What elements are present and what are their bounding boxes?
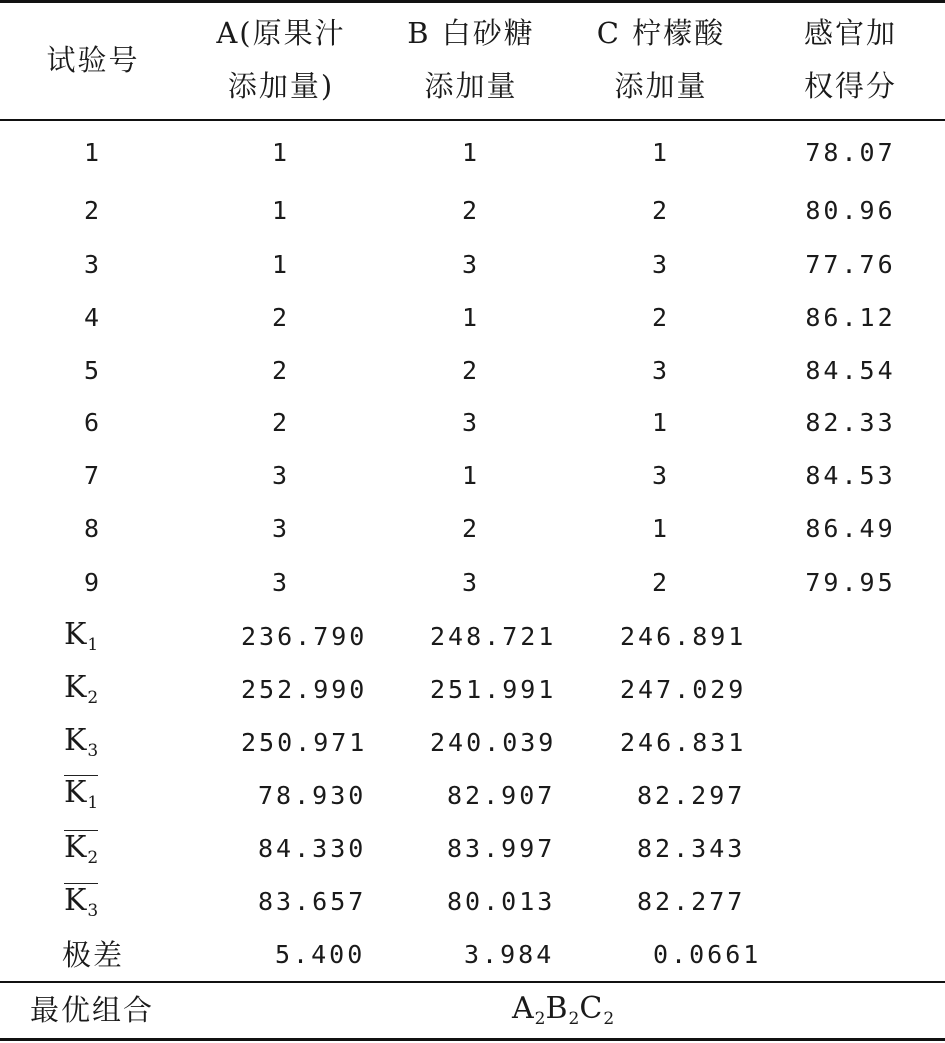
k-mean-factor-a: 84.330 xyxy=(258,834,367,863)
cell-score: 82.33 xyxy=(805,408,896,437)
header-factor-b-line1: B 白砂糖 xyxy=(407,16,535,50)
header-score-line1: 感官加 xyxy=(803,16,897,50)
cell-trial-no: 8 xyxy=(83,514,103,543)
table-top-rule xyxy=(0,0,945,3)
cell-trial-no: 6 xyxy=(83,408,103,437)
cell-score: 86.12 xyxy=(805,303,896,332)
cell-factor-a: 1 xyxy=(271,138,291,167)
k-mean-factor-a: 83.657 xyxy=(258,887,367,916)
cell-factor-c: 1 xyxy=(651,514,671,543)
cell-factor-c: 3 xyxy=(651,250,671,279)
optimal-label: 最优组合 xyxy=(30,993,155,1027)
cell-trial-no: 9 xyxy=(83,568,103,597)
cell-score: 84.53 xyxy=(805,461,896,490)
cell-factor-b: 3 xyxy=(461,250,481,279)
header-factor-b-line2: 添加量 xyxy=(424,69,518,103)
cell-factor-c: 2 xyxy=(651,568,671,597)
cell-factor-c: 3 xyxy=(651,356,671,385)
cell-score: 84.54 xyxy=(805,356,896,385)
cell-factor-b: 3 xyxy=(461,568,481,597)
k-sum-factor-c: 246.831 xyxy=(620,728,747,757)
cell-factor-c: 2 xyxy=(651,303,671,332)
cell-score: 79.95 xyxy=(805,568,896,597)
cell-factor-c: 1 xyxy=(651,138,671,167)
k-mean-label: $K_2$ xyxy=(64,830,99,868)
cell-factor-a: 2 xyxy=(271,408,291,437)
cell-factor-a: 1 xyxy=(271,250,291,279)
cell-factor-a: 3 xyxy=(271,568,291,597)
k-mean-factor-c: 82.277 xyxy=(637,887,746,916)
k-sum-label: $K_3$ xyxy=(64,723,99,761)
summary-top-rule xyxy=(0,981,945,983)
cell-factor-b: 2 xyxy=(461,356,481,385)
k-sum-factor-c: 246.891 xyxy=(620,622,747,651)
k-sum-label: $K_1$ xyxy=(64,617,99,655)
range-factor-b: 3.984 xyxy=(464,940,555,969)
k-sum-factor-a: 250.971 xyxy=(241,728,368,757)
cell-factor-b: 3 xyxy=(461,408,481,437)
table-bottom-rule xyxy=(0,1038,945,1041)
cell-factor-c: 1 xyxy=(651,408,671,437)
k-mean-factor-c: 82.343 xyxy=(637,834,746,863)
cell-factor-c: 3 xyxy=(651,461,671,490)
k-mean-factor-a: 78.930 xyxy=(258,781,367,810)
k-sum-label: $K_2$ xyxy=(64,670,99,708)
range-label: 极差 xyxy=(62,938,125,972)
k-sum-factor-a: 252.990 xyxy=(241,675,368,704)
cell-factor-a: 3 xyxy=(271,461,291,490)
cell-trial-no: 7 xyxy=(83,461,103,490)
cell-factor-c: 2 xyxy=(651,196,671,225)
header-score-line2: 权得分 xyxy=(803,69,897,103)
header-bottom-rule xyxy=(0,119,945,121)
cell-factor-b: 1 xyxy=(461,461,481,490)
cell-trial-no: 3 xyxy=(83,250,103,279)
cell-factor-b: 1 xyxy=(461,303,481,332)
cell-factor-b: 2 xyxy=(461,196,481,225)
k-sum-factor-b: 240.039 xyxy=(430,728,557,757)
k-mean-factor-b: 83.997 xyxy=(447,834,556,863)
range-factor-c: 0.0661 xyxy=(653,940,762,969)
cell-factor-b: 1 xyxy=(461,138,481,167)
cell-trial-no: 1 xyxy=(83,138,103,167)
k-mean-factor-b: 82.907 xyxy=(447,781,556,810)
cell-trial-no: 2 xyxy=(83,196,103,225)
cell-trial-no: 5 xyxy=(83,356,103,385)
cell-score: 80.96 xyxy=(805,196,896,225)
cell-factor-a: 2 xyxy=(271,356,291,385)
k-mean-label: $K_1$ xyxy=(64,775,99,813)
header-factor-c-line2: 添加量 xyxy=(614,69,708,103)
header-factor-a-line1: A(原果汁 xyxy=(216,16,346,50)
k-sum-factor-a: 236.790 xyxy=(241,622,368,651)
header-factor-c-line1: C 柠檬酸 xyxy=(596,16,726,50)
cell-factor-b: 2 xyxy=(461,514,481,543)
k-sum-factor-b: 251.991 xyxy=(430,675,557,704)
cell-score: 78.07 xyxy=(805,138,896,167)
cell-trial-no: 4 xyxy=(83,303,103,332)
cell-score: 86.49 xyxy=(805,514,896,543)
k-mean-factor-b: 80.013 xyxy=(447,887,556,916)
cell-factor-a: 3 xyxy=(271,514,291,543)
k-mean-factor-c: 82.297 xyxy=(637,781,746,810)
range-factor-a: 5.400 xyxy=(275,940,366,969)
optimal-combination-value: $A_2B_2C_2$ xyxy=(512,991,615,1029)
k-sum-factor-b: 248.721 xyxy=(430,622,557,651)
cell-factor-a: 1 xyxy=(271,196,291,225)
header-factor-a-line2: 添加量) xyxy=(227,69,335,103)
k-mean-label: $K_3$ xyxy=(64,883,99,921)
k-sum-factor-c: 247.029 xyxy=(620,675,747,704)
cell-score: 77.76 xyxy=(805,250,896,279)
header-trial-number: 试验号 xyxy=(46,43,140,77)
cell-factor-a: 2 xyxy=(271,303,291,332)
